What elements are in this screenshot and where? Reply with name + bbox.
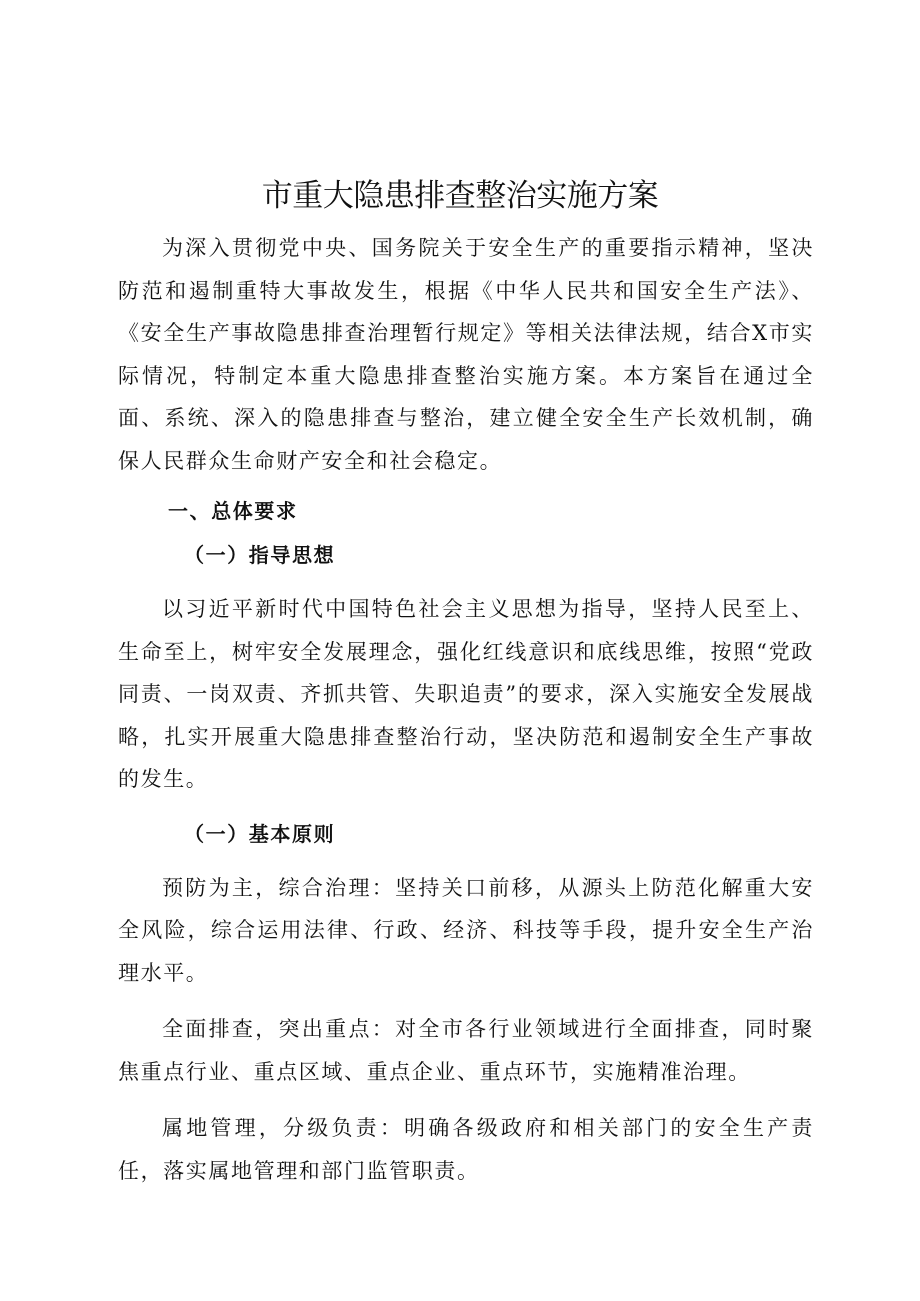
document-body bbox=[118, 227, 814, 1192]
principle-paragraph-prevention: 预防为主，综合治理：坚持关口前移，从源头上防范化解重大安全风险，综合运用法律、行政、经济、科技等手段，提升安全生产治理水平。 bbox=[118, 875, 814, 985]
guiding-ideology-paragraph: 以习近平新时代中国特色社会主义思想为指导，坚持人民至上、生命至上，树牢安全发展理念，强化红线意识和底线思维，按照“党政同责、一岗双责、齐抓共管、失职追责”的要求，深入实施安全发展战略，扎实开展重大隐患排查整治行动，坚决防范和遏制安全生产事故的发生。 bbox=[118, 597, 814, 791]
subsection-heading-guiding-ideology: （一）指导思想 bbox=[184, 543, 336, 567]
principle-paragraph-comprehensive-inspection: 全面排查，突出重点：对全市各行业领域进行全面排查，同时聚焦重点行业、重点区域、重点企业、重点环节，实施精准治理。 bbox=[118, 1017, 814, 1084]
principle-paragraph-territorial-management: 属地管理，分级负责：明确各级政府和相关部门的安全生产责任，落实属地管理和部门监管职责。 bbox=[118, 1116, 814, 1183]
document-title: 市重大隐患排查整治实施方案 bbox=[261, 178, 659, 214]
section-heading-general-requirements: 一、总体要求 bbox=[168, 499, 298, 523]
intro-paragraph: 为深入贯彻党中央、国务院关于安全生产的重要指示精神，坚决防范和遏制重特大事故发生，根据《中华人民共和国安全生产法》、《安全生产事故隐患排查治理暂行规定》等相关法律法规，结合X市实际情况，特制定本重大隐患排查整治实施方案。本方案旨在通过全面、系统、深入的隐患排查与整治，建立健全安全生产长效机制，确保人民群众生命财产安全和社会稳定。 bbox=[118, 236, 814, 473]
subsection-heading-basic-principles: （一）基本原则 bbox=[184, 821, 336, 846]
